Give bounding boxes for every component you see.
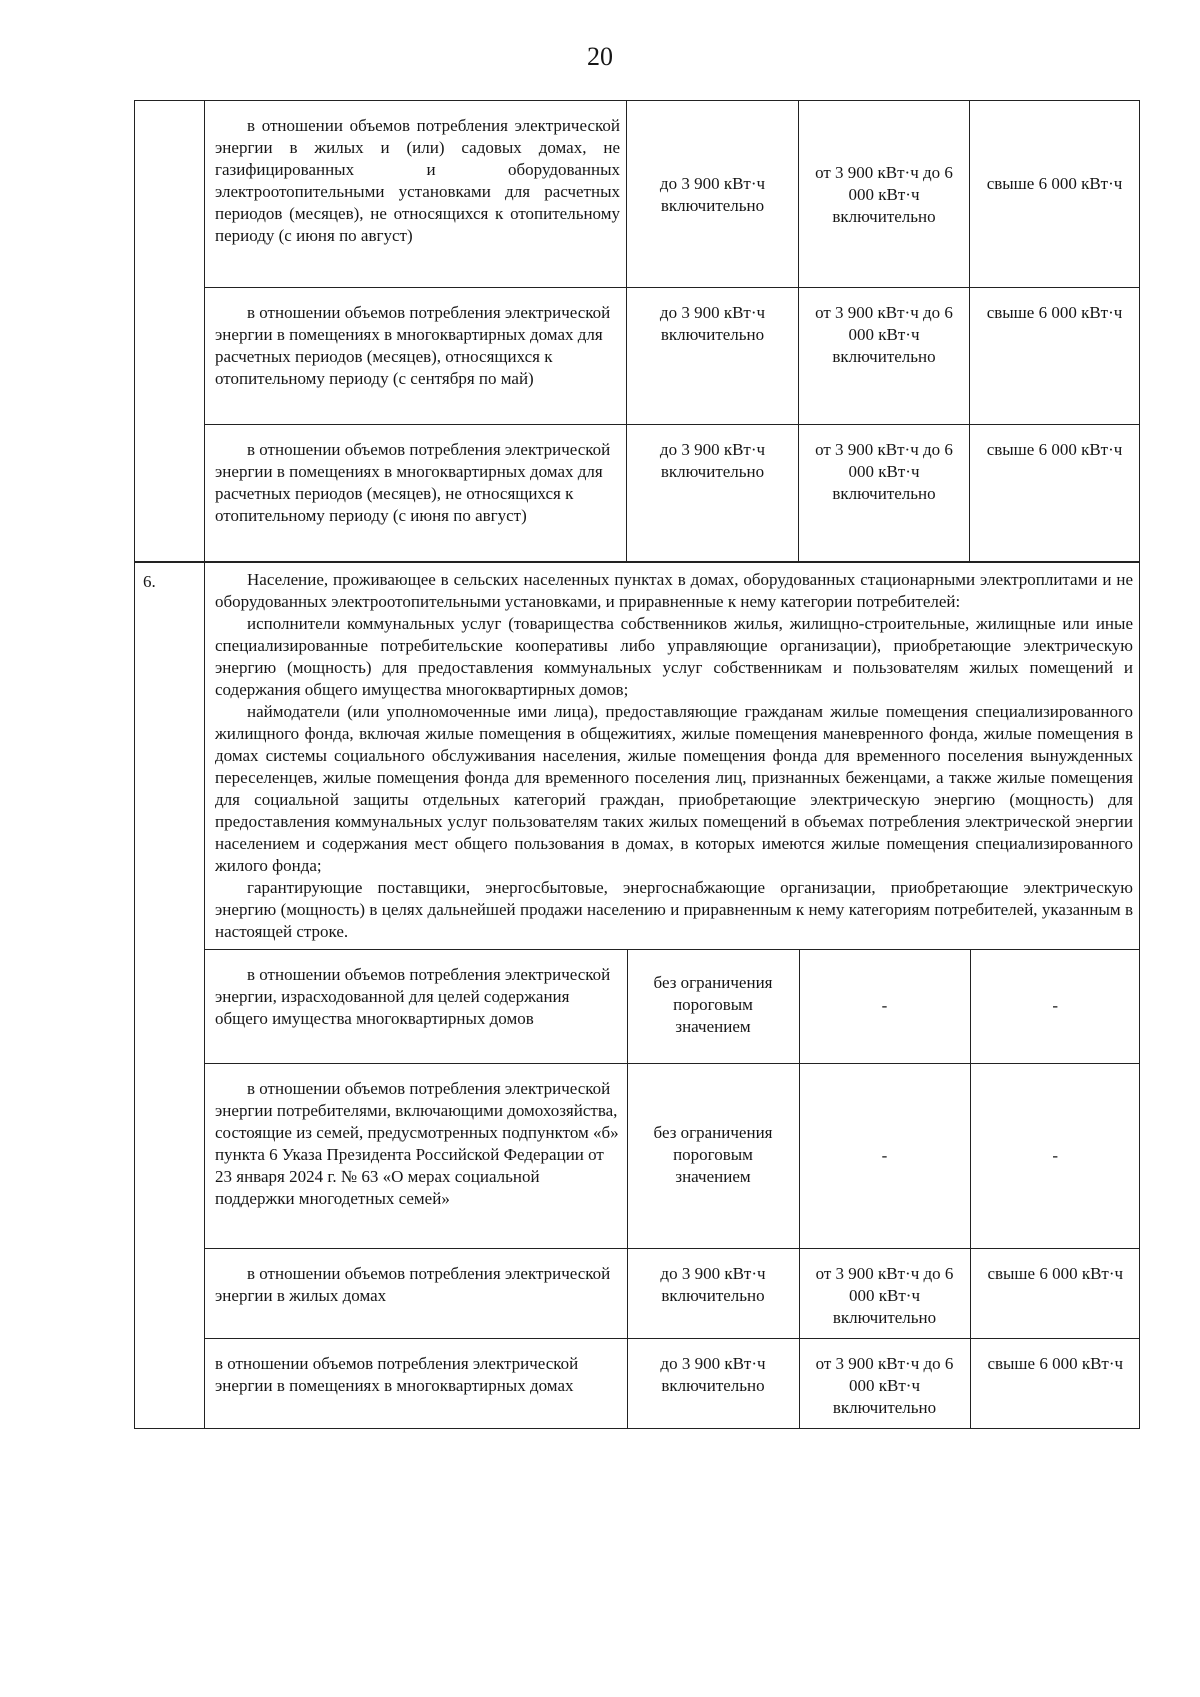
range-3: свыше 6 000 кВт·ч [970,1248,1140,1338]
table-row [135,425,1140,562]
row-description: в отношении объемов потребления электрической энергии, израсходованной для целей содержания общего имущества многоквартирных домов [205,950,627,1063]
section-6-header-row [135,563,1140,950]
table-row [205,950,1140,1063]
table-row [135,101,1140,288]
section-6-subtable [205,950,1140,1428]
section-paragraph: наймодатели (или уполномоченные ими лица), предоставляющие гражданам жилые помещения специализированного жилищного фонда, включая жилые помещения в общежитиях, жилые помещения маневренного фонда, жилые помещения в домах системы социального обслуживания населения, жилые помещения фонда для временного поселения вынужденных переселенцев, жилые помещения фонда для временного поселения лиц, признанных беженцами, а также жилые помещения для социальной защиты отдельных категорий граждан, приобретающие электрическую энергию (мощность) для предоставления коммунальных услуг пользователям таких жилых помещений в объемах потребления электрической энергии населением и содержания мест общего пользования в домах, в которых имеются жилые помещения специализированного жилого фонда; [215,702,1133,875]
row-description: в отношении объемов потребления электрической энергии в жилых домах [205,1248,627,1338]
tariff-table-top [134,100,1140,562]
range-1: до 3 900 кВт·ч включительно [627,1338,799,1428]
table-row [205,1063,1140,1248]
range-1: до 3 900 кВт·ч включительно [627,425,799,562]
range-3: свыше 6 000 кВт·ч [970,1338,1140,1428]
range-3: свыше 6 000 кВт·ч [970,101,1140,288]
range-3: свыше 6 000 кВт·ч [970,425,1140,562]
range-1: без ограничения пороговым значением [627,950,799,1063]
section-6-text [205,563,1140,950]
range-2: от 3 900 кВт·ч до 6 000 кВт·ч включительно [799,288,970,425]
row-description: в отношении объемов потребления электрической энергии в помещениях в многоквартирных домах для расчетных периодов (месяцев), относящихся к отопительному периоду (с сентября по май) [205,288,627,425]
row-description: в отношении объемов потребления электрической энергии потребителями, включающими домохозяйства, состоящие из семей, предусмотренных подпунктом «б» пункта 6 Указа Президента Российской Федерации от 23 января 2024 г. № 63 «О мерах социальной поддержки многодетных семей» [205,1063,627,1248]
range-1: до 3 900 кВт·ч включительно [627,1248,799,1338]
range-1: без ограничения пороговым значением [627,1063,799,1248]
range-1: до 3 900 кВт·ч включительно [627,288,799,425]
row-number-cell [135,101,205,562]
page-number: 20 [587,42,613,71]
tariff-table-section-6 [134,562,1140,1429]
range-2: - [799,1063,970,1248]
section-paragraph: исполнители коммунальных услуг (товарищества собственников жилья, жилищно-строительные, жилищные или иные специализированные потребительские кооперативы либо управляющие организации), приобретающие электрическую энергию (мощность) для предоставления коммунальных услуг собственникам и пользователям жилых помещений и содержания общего имущества многоквартирных домов; [215,614,1133,699]
range-3: свыше 6 000 кВт·ч [970,288,1140,425]
row-description: в отношении объемов потребления электрической энергии в жилых и (или) садовых домах, не газифицированных и оборудованных электроотопительными установками для расчетных периодов (месяцев), не относящихся к отопительному периоду (с июня по август) [205,101,627,288]
range-2: от 3 900 кВт·ч до 6 000 кВт·ч включительно [799,1338,970,1428]
range-1: до 3 900 кВт·ч включительно [627,101,799,288]
row-description: в отношении объемов потребления электрической энергии в помещениях в многоквартирных домах для расчетных периодов (месяцев), не относящихся к отопительному периоду (с июня по август) [205,425,627,562]
range-2: от 3 900 кВт·ч до 6 000 кВт·ч включительно [799,1248,970,1338]
range-3: - [970,950,1140,1063]
table-row [205,1248,1140,1338]
section-paragraph: гарантирующие поставщики, энергосбытовые, энергоснабжающие организации, приобретающие электрическую энергию (мощность) в целях дальнейшей продажи населению и приравненным к нему категориям потребителей, указанным в настоящей строке. [215,878,1133,941]
range-2: от 3 900 кВт·ч до 6 000 кВт·ч включительно [799,425,970,562]
range-2: - [799,950,970,1063]
section-number: 6. [135,563,205,1429]
range-3: - [970,1063,1140,1248]
section-paragraph: Население, проживающее в сельских населенных пунктах в домах, оборудованных стационарными электроплитами и не оборудованных электроотопительными установками, и приравненные к нему категории потребителей: [215,570,1133,611]
row-description: в отношении объемов потребления электрической энергии в помещениях в многоквартирных домах [205,1338,627,1428]
section-6-subrows [135,950,1140,1429]
table-row [135,288,1140,425]
table-row [205,1338,1140,1428]
range-2: от 3 900 кВт·ч до 6 000 кВт·ч включительно [799,101,970,288]
